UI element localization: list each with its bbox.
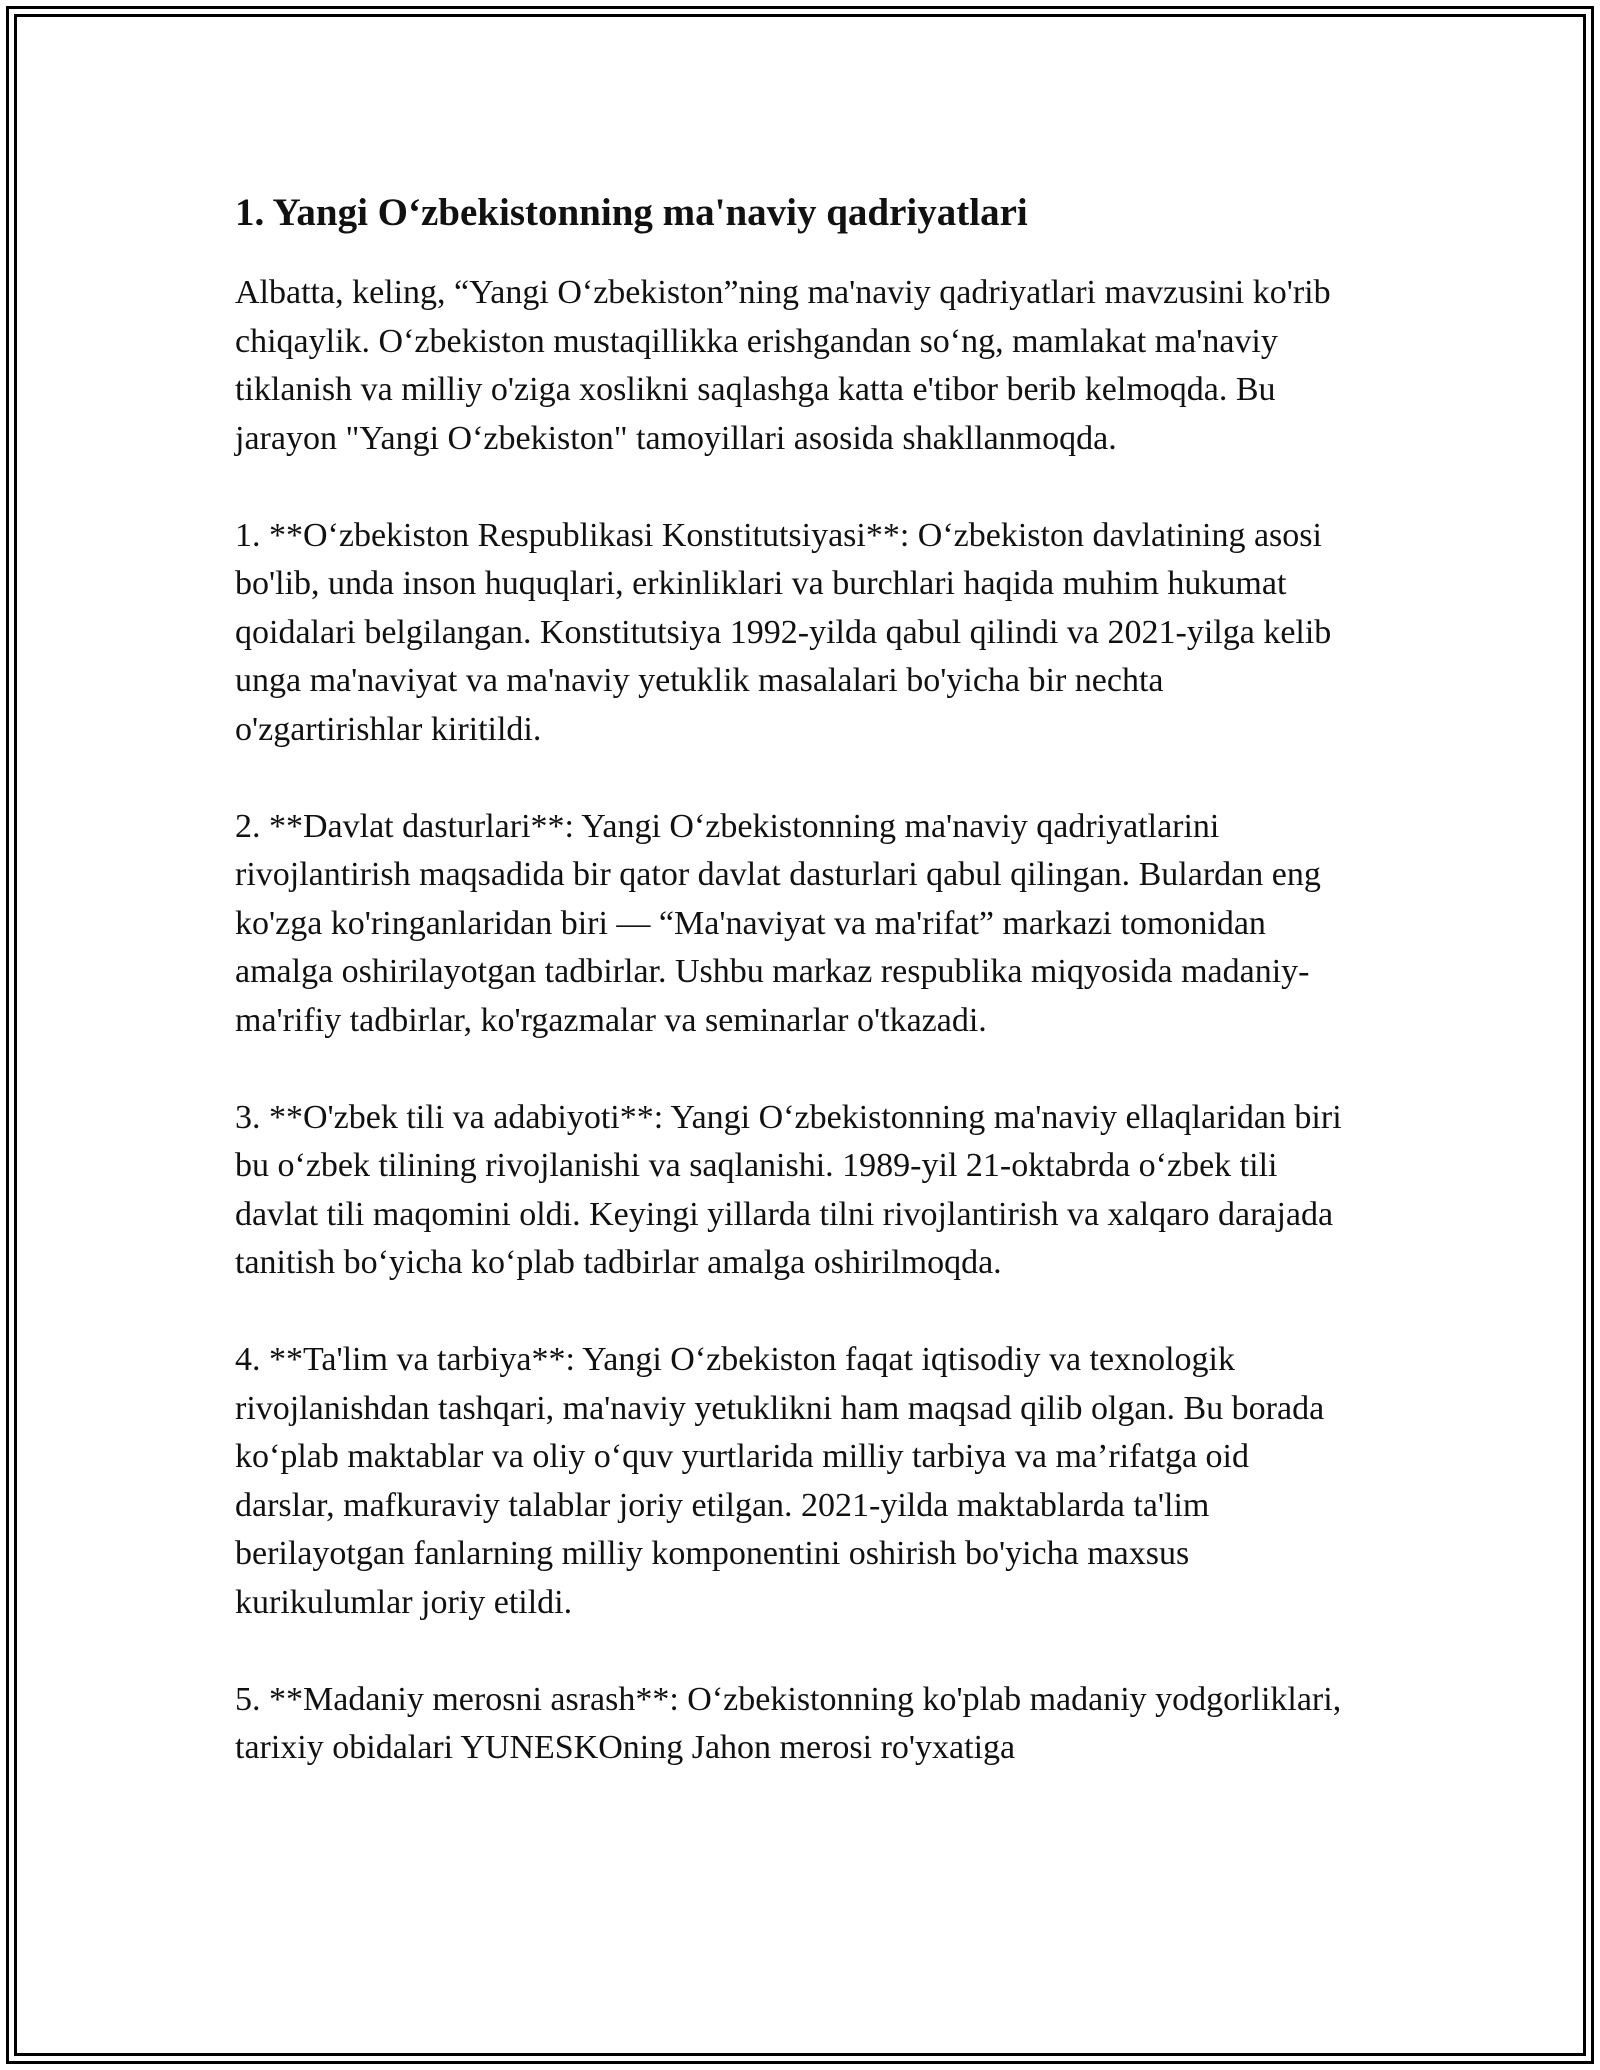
- document-body: [235, 185, 1355, 1821]
- paragraph-education: 4. **Ta'lim va tarbiya**: Yangi O‘zbekiston faqat iqtisodiy va texnologik rivojlanishdan tashqari, ma'naviy yetuklikni ham maqsad qilib olgan. Bu borada ko‘plab maktablar va oliy o‘quv yurtlarida milliy tarbiya va ma’rifatga oid darslar, mafkuraviy talablar joriy etilgan. 2021-yilda maktablarda ta'lim berilayotgan fanlarning milliy komponentini oshirish bo'yicha maxsus kurikulumlar joriy etildi.: [235, 1341, 1325, 1621]
- document-title: 1. Yangi O‘zbekistonning ma'naviy qadriyatlari: [235, 191, 1028, 234]
- paragraph-cultural-heritage: 5. **Madaniy merosni asrash**: O‘zbekistonning ko'plab madaniy yodgorliklari, tarixiy obidalari YUNESKOning Jahon merosi ro'yxatiga: [235, 1680, 1342, 1766]
- paragraph-uzbek-language: 3. **O'zbek tili va adabiyoti**: Yangi O‘zbekistonning ma'naviy ellaqlaridan biri bu o‘zbek tilining rivojlanishi va saqlanishi. 1989-yil 21-oktabrda o‘zbek tili davlat tili maqomini oldi. Keyingi yillarda tilni rivojlantirish va xalqaro darajada tanitish bo‘yicha ko‘plab tadbirlar amalga oshirilmoqda.: [235, 1098, 1342, 1281]
- paragraph-constitution: 1. **O‘zbekiston Respublikasi Konstitutsiyasi**: O‘zbekiston davlatining asosi bo'lib, unda inson huquqlari, erkinliklari va burchlari haqida muhim hukumat qoidalari belgilangan. Konstitutsiya 1992-yilda qabul qilindi va 2021-yilga kelib unga ma'naviyat va ma'naviy yetuklik masalalari bo'yicha bir nechta o'zgartirishlar kiritildi.: [235, 516, 1332, 748]
- paragraph-state-programs: 2. **Davlat dasturlari**: Yangi O‘zbekistonning ma'naviy qadriyatlarini rivojlantirish maqsadida bir qator davlat dasturlari qabul qilingan. Bulardan eng ko'zga ko'ringanlaridan biri — “Ma'naviyat va ma'rifat” markazi tomonidan amalga oshirilayotgan tadbirlar. Ushbu markaz respublika miqyosida madaniy-ma'rifiy tadbirlar, ko'rgazmalar va seminarlar o'tkazadi.: [235, 807, 1321, 1039]
- intro-paragraph: Albatta, keling, “Yangi O‘zbekiston”ning ma'naviy qadriyatlari mavzusini ko'rib chiqaylik. O‘zbekiston mustaqillikka erishgandan so‘ng, mamlakat ma'naviy tiklanish va milliy o'ziga xoslikni saqlashga katta e'tibor berib kelmoqda. Bu jarayon "Yangi O‘zbekiston" tamoyillari asosida shakllanmoqda.: [235, 274, 1331, 457]
